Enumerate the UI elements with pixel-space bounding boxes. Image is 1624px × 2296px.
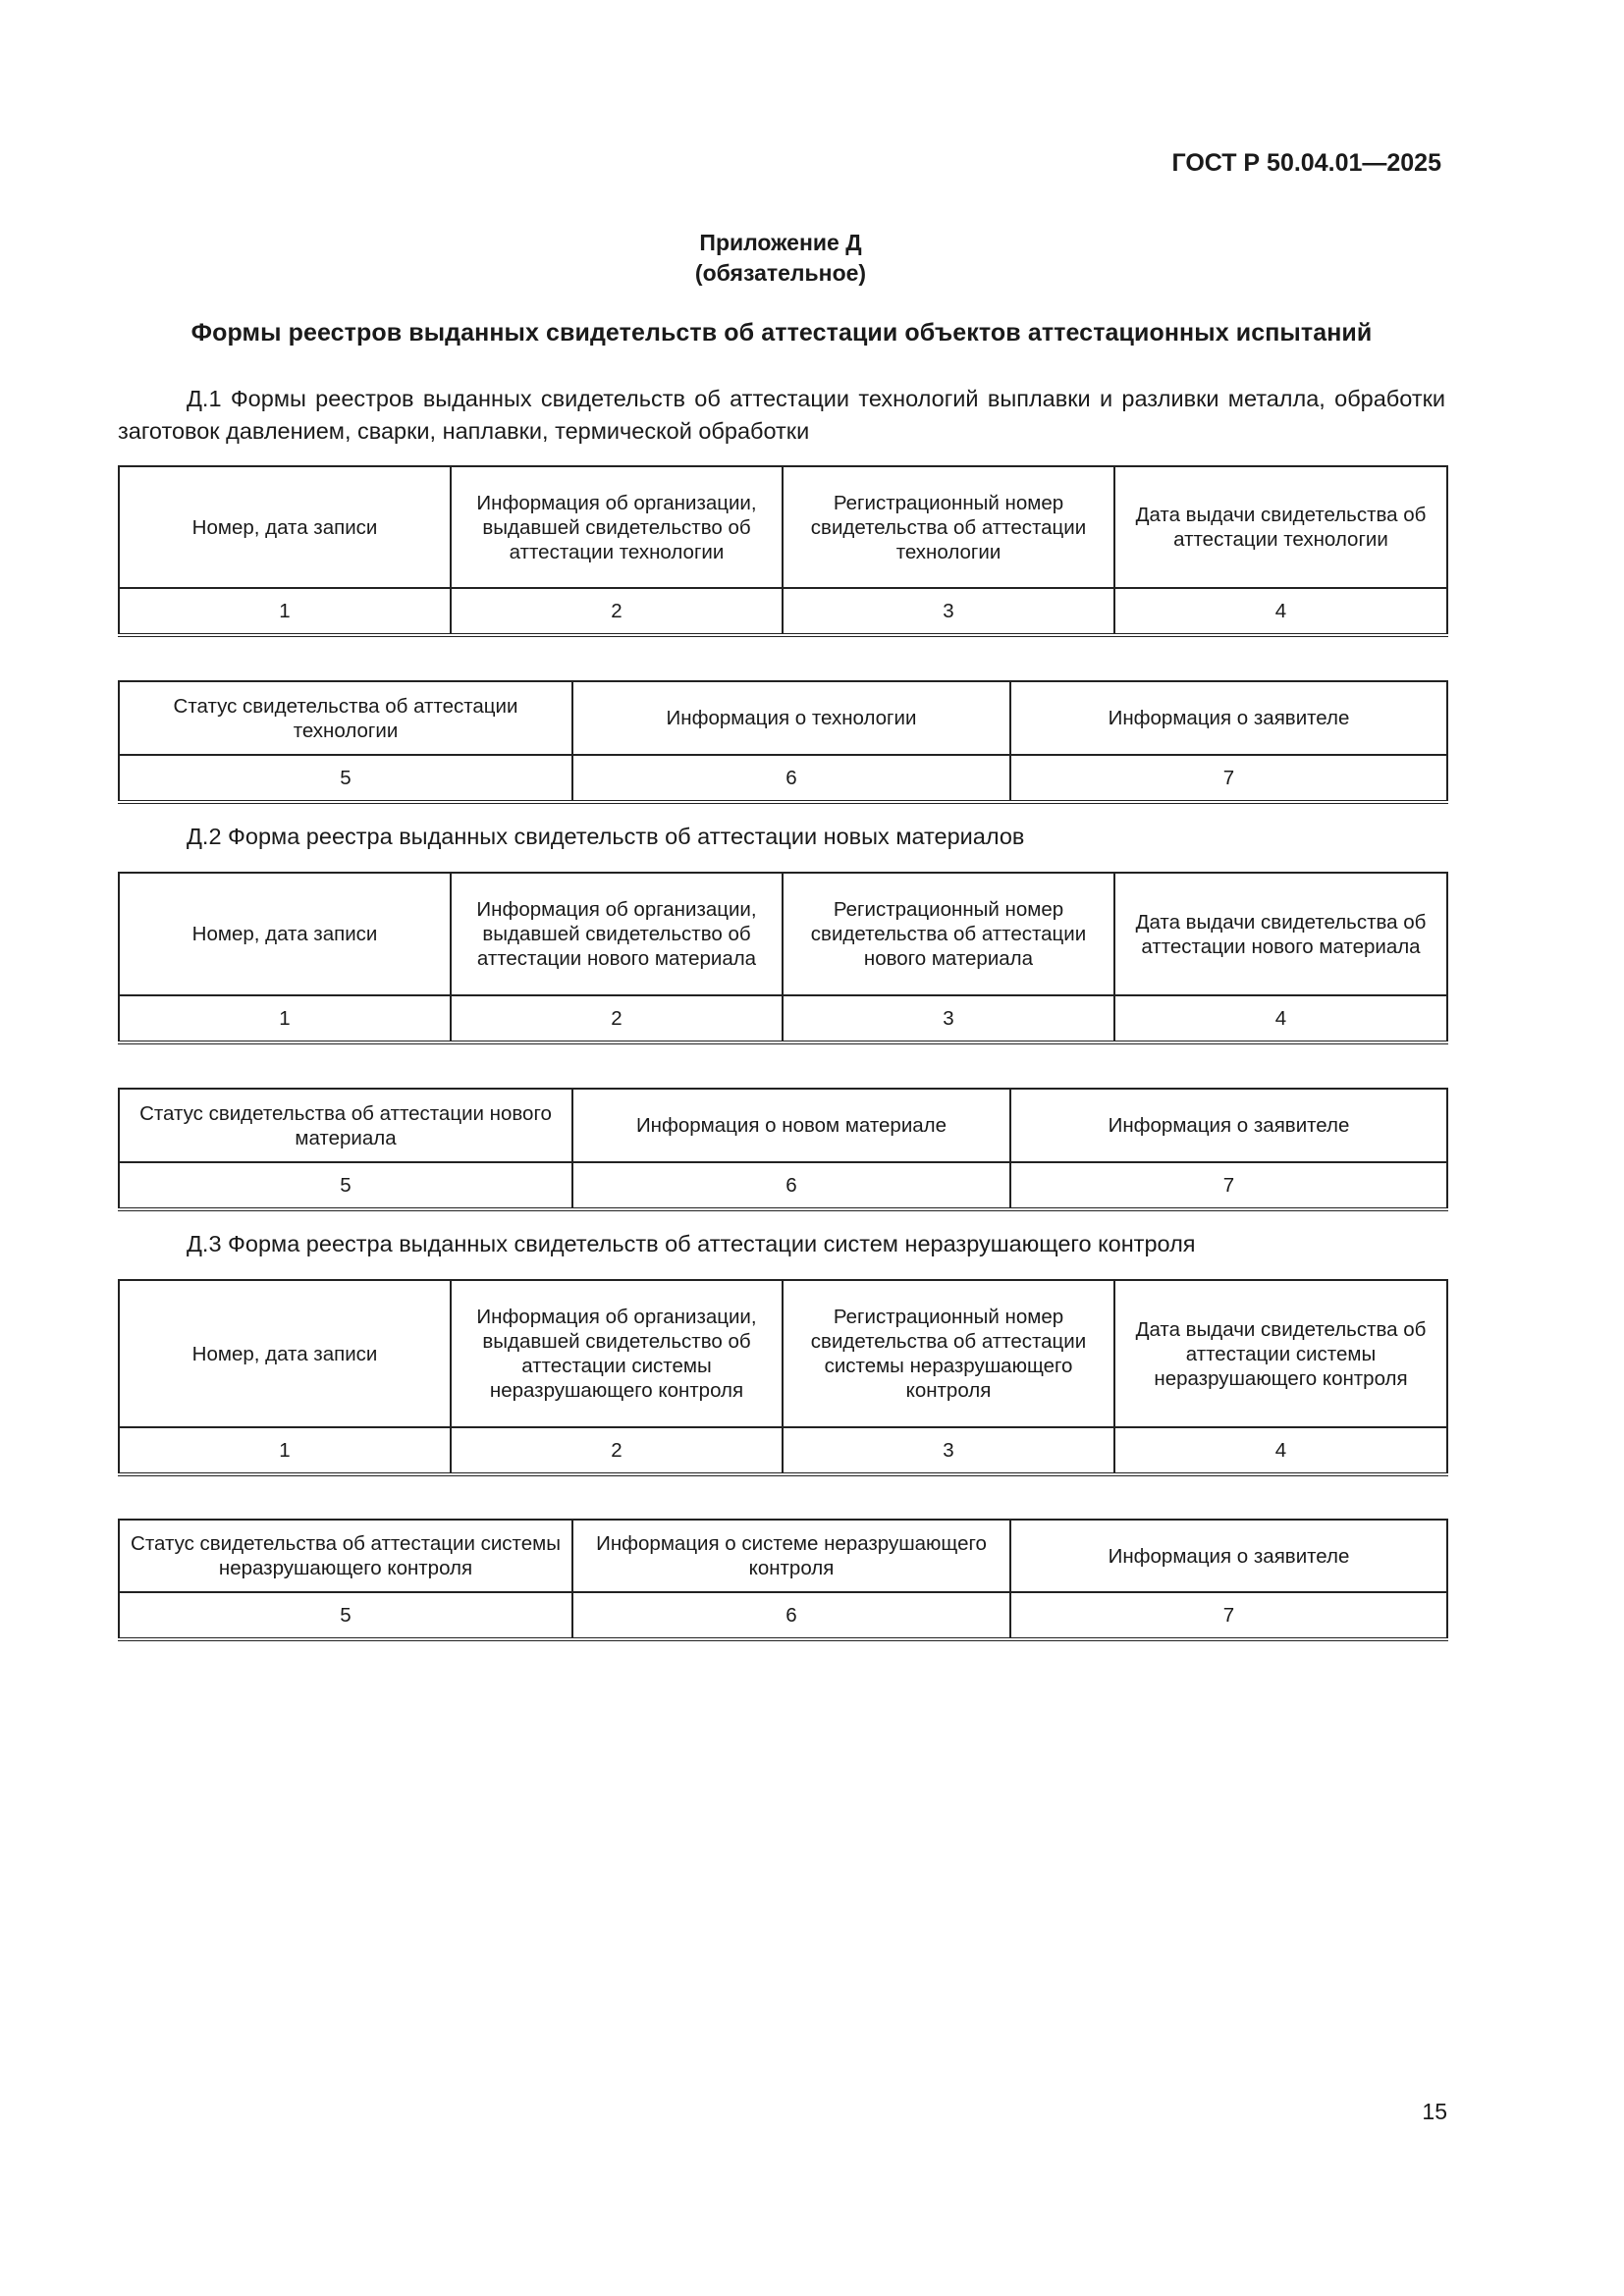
header-cell: Регистрационный номер свидетельства об аттестации технологии bbox=[783, 466, 1114, 588]
number-cell: 2 bbox=[451, 1427, 783, 1474]
appendix-status: (обязательное) bbox=[694, 260, 867, 286]
header-cell: Информация о заявителе bbox=[1010, 1089, 1447, 1162]
number-cell: 1 bbox=[119, 995, 451, 1042]
header-cell: Регистрационный номер свидетельства об аттестации системы неразрушающего контроля bbox=[783, 1280, 1114, 1427]
header-row bbox=[119, 1520, 1447, 1592]
number-row bbox=[119, 588, 1447, 635]
number-cell: 3 bbox=[783, 995, 1114, 1042]
header-cell: Дата выдачи свидетельства об аттестации системы неразрушающего контроля bbox=[1114, 1280, 1447, 1427]
number-row bbox=[119, 1592, 1447, 1639]
section-3-heading: Д.3 Форма реестра выданных свидетельств об аттестации систем неразрушающего контроля bbox=[187, 1231, 1196, 1256]
header-row bbox=[119, 1280, 1447, 1427]
header-cell: Статус свидетельства об аттестации технологии bbox=[119, 681, 572, 755]
page-number: 15 bbox=[1422, 2099, 1447, 2124]
number-cell: 6 bbox=[572, 755, 1010, 802]
header-cell: Информация о новом материале bbox=[572, 1089, 1010, 1162]
header-row bbox=[119, 1089, 1447, 1162]
number-row bbox=[119, 1427, 1447, 1474]
number-cell: 7 bbox=[1010, 1162, 1447, 1209]
header-cell: Статус свидетельства об аттестации системы неразрушающего контроля bbox=[119, 1520, 572, 1592]
section-1-table-a bbox=[118, 465, 1448, 637]
section-2-heading: Д.2 Форма реестра выданных свидетельств об аттестации новых материалов bbox=[187, 824, 1025, 849]
number-cell: 5 bbox=[119, 755, 572, 802]
header-cell: Информация о заявителе bbox=[1010, 681, 1447, 755]
document-code: ГОСТ Р 50.04.01—2025 bbox=[1171, 149, 1441, 177]
number-cell: 4 bbox=[1114, 995, 1447, 1042]
header-cell: Информация о системе неразрушающего контроля bbox=[572, 1520, 1010, 1592]
header-cell: Дата выдачи свидетельства об аттестации нового материала bbox=[1114, 873, 1447, 995]
section-2-table-b bbox=[118, 1088, 1448, 1211]
header-cell: Информация об организации, выдавшей свидетельство об аттестации системы неразрушающего контроля bbox=[451, 1280, 783, 1427]
number-cell: 5 bbox=[119, 1162, 572, 1209]
number-cell: 1 bbox=[119, 588, 451, 635]
number-cell: 6 bbox=[572, 1162, 1010, 1209]
number-cell: 4 bbox=[1114, 588, 1447, 635]
number-row bbox=[119, 755, 1447, 802]
main-title: Формы реестров выданных свидетельств об аттестации объектов аттестационных испытаний bbox=[190, 319, 1373, 347]
header-cell: Номер, дата записи bbox=[119, 873, 451, 995]
appendix-heading bbox=[0, 228, 1561, 289]
number-row bbox=[119, 1162, 1447, 1209]
section-2-table-a bbox=[118, 872, 1448, 1044]
number-cell: 3 bbox=[783, 1427, 1114, 1474]
header-cell: Номер, дата записи bbox=[119, 1280, 451, 1427]
number-cell: 2 bbox=[451, 588, 783, 635]
header-row bbox=[119, 681, 1447, 755]
header-cell: Информация о заявителе bbox=[1010, 1520, 1447, 1592]
number-cell: 4 bbox=[1114, 1427, 1447, 1474]
number-cell: 1 bbox=[119, 1427, 451, 1474]
number-cell: 3 bbox=[783, 588, 1114, 635]
header-row bbox=[119, 466, 1447, 588]
number-cell: 6 bbox=[572, 1592, 1010, 1639]
header-cell: Информация об организации, выдавшей свидетельство об аттестации нового материала bbox=[451, 873, 783, 995]
number-cell: 7 bbox=[1010, 1592, 1447, 1639]
appendix-title: Приложение Д bbox=[699, 230, 862, 255]
number-cell: 7 bbox=[1010, 755, 1447, 802]
section-3-table-b bbox=[118, 1519, 1448, 1641]
header-cell: Номер, дата записи bbox=[119, 466, 451, 588]
header-cell: Дата выдачи свидетельства об аттестации технологии bbox=[1114, 466, 1447, 588]
header-row bbox=[119, 873, 1447, 995]
number-cell: 2 bbox=[451, 995, 783, 1042]
section-1-heading: Д.1 Формы реестров выданных свидетельств об аттестации технологий выплавки и разливки металла, обработки заготовок давлением, сварки, наплавки, термической обработки bbox=[118, 386, 1445, 444]
number-row bbox=[119, 995, 1447, 1042]
section-3-table-a bbox=[118, 1279, 1448, 1476]
section-1-table-b bbox=[118, 680, 1448, 804]
header-cell: Регистрационный номер свидетельства об аттестации нового материала bbox=[783, 873, 1114, 995]
header-cell: Статус свидетельства об аттестации нового материала bbox=[119, 1089, 572, 1162]
header-cell: Информация об организации, выдавшей свидетельство об аттестации технологии bbox=[451, 466, 783, 588]
header-cell: Информация о технологии bbox=[572, 681, 1010, 755]
number-cell: 5 bbox=[119, 1592, 572, 1639]
